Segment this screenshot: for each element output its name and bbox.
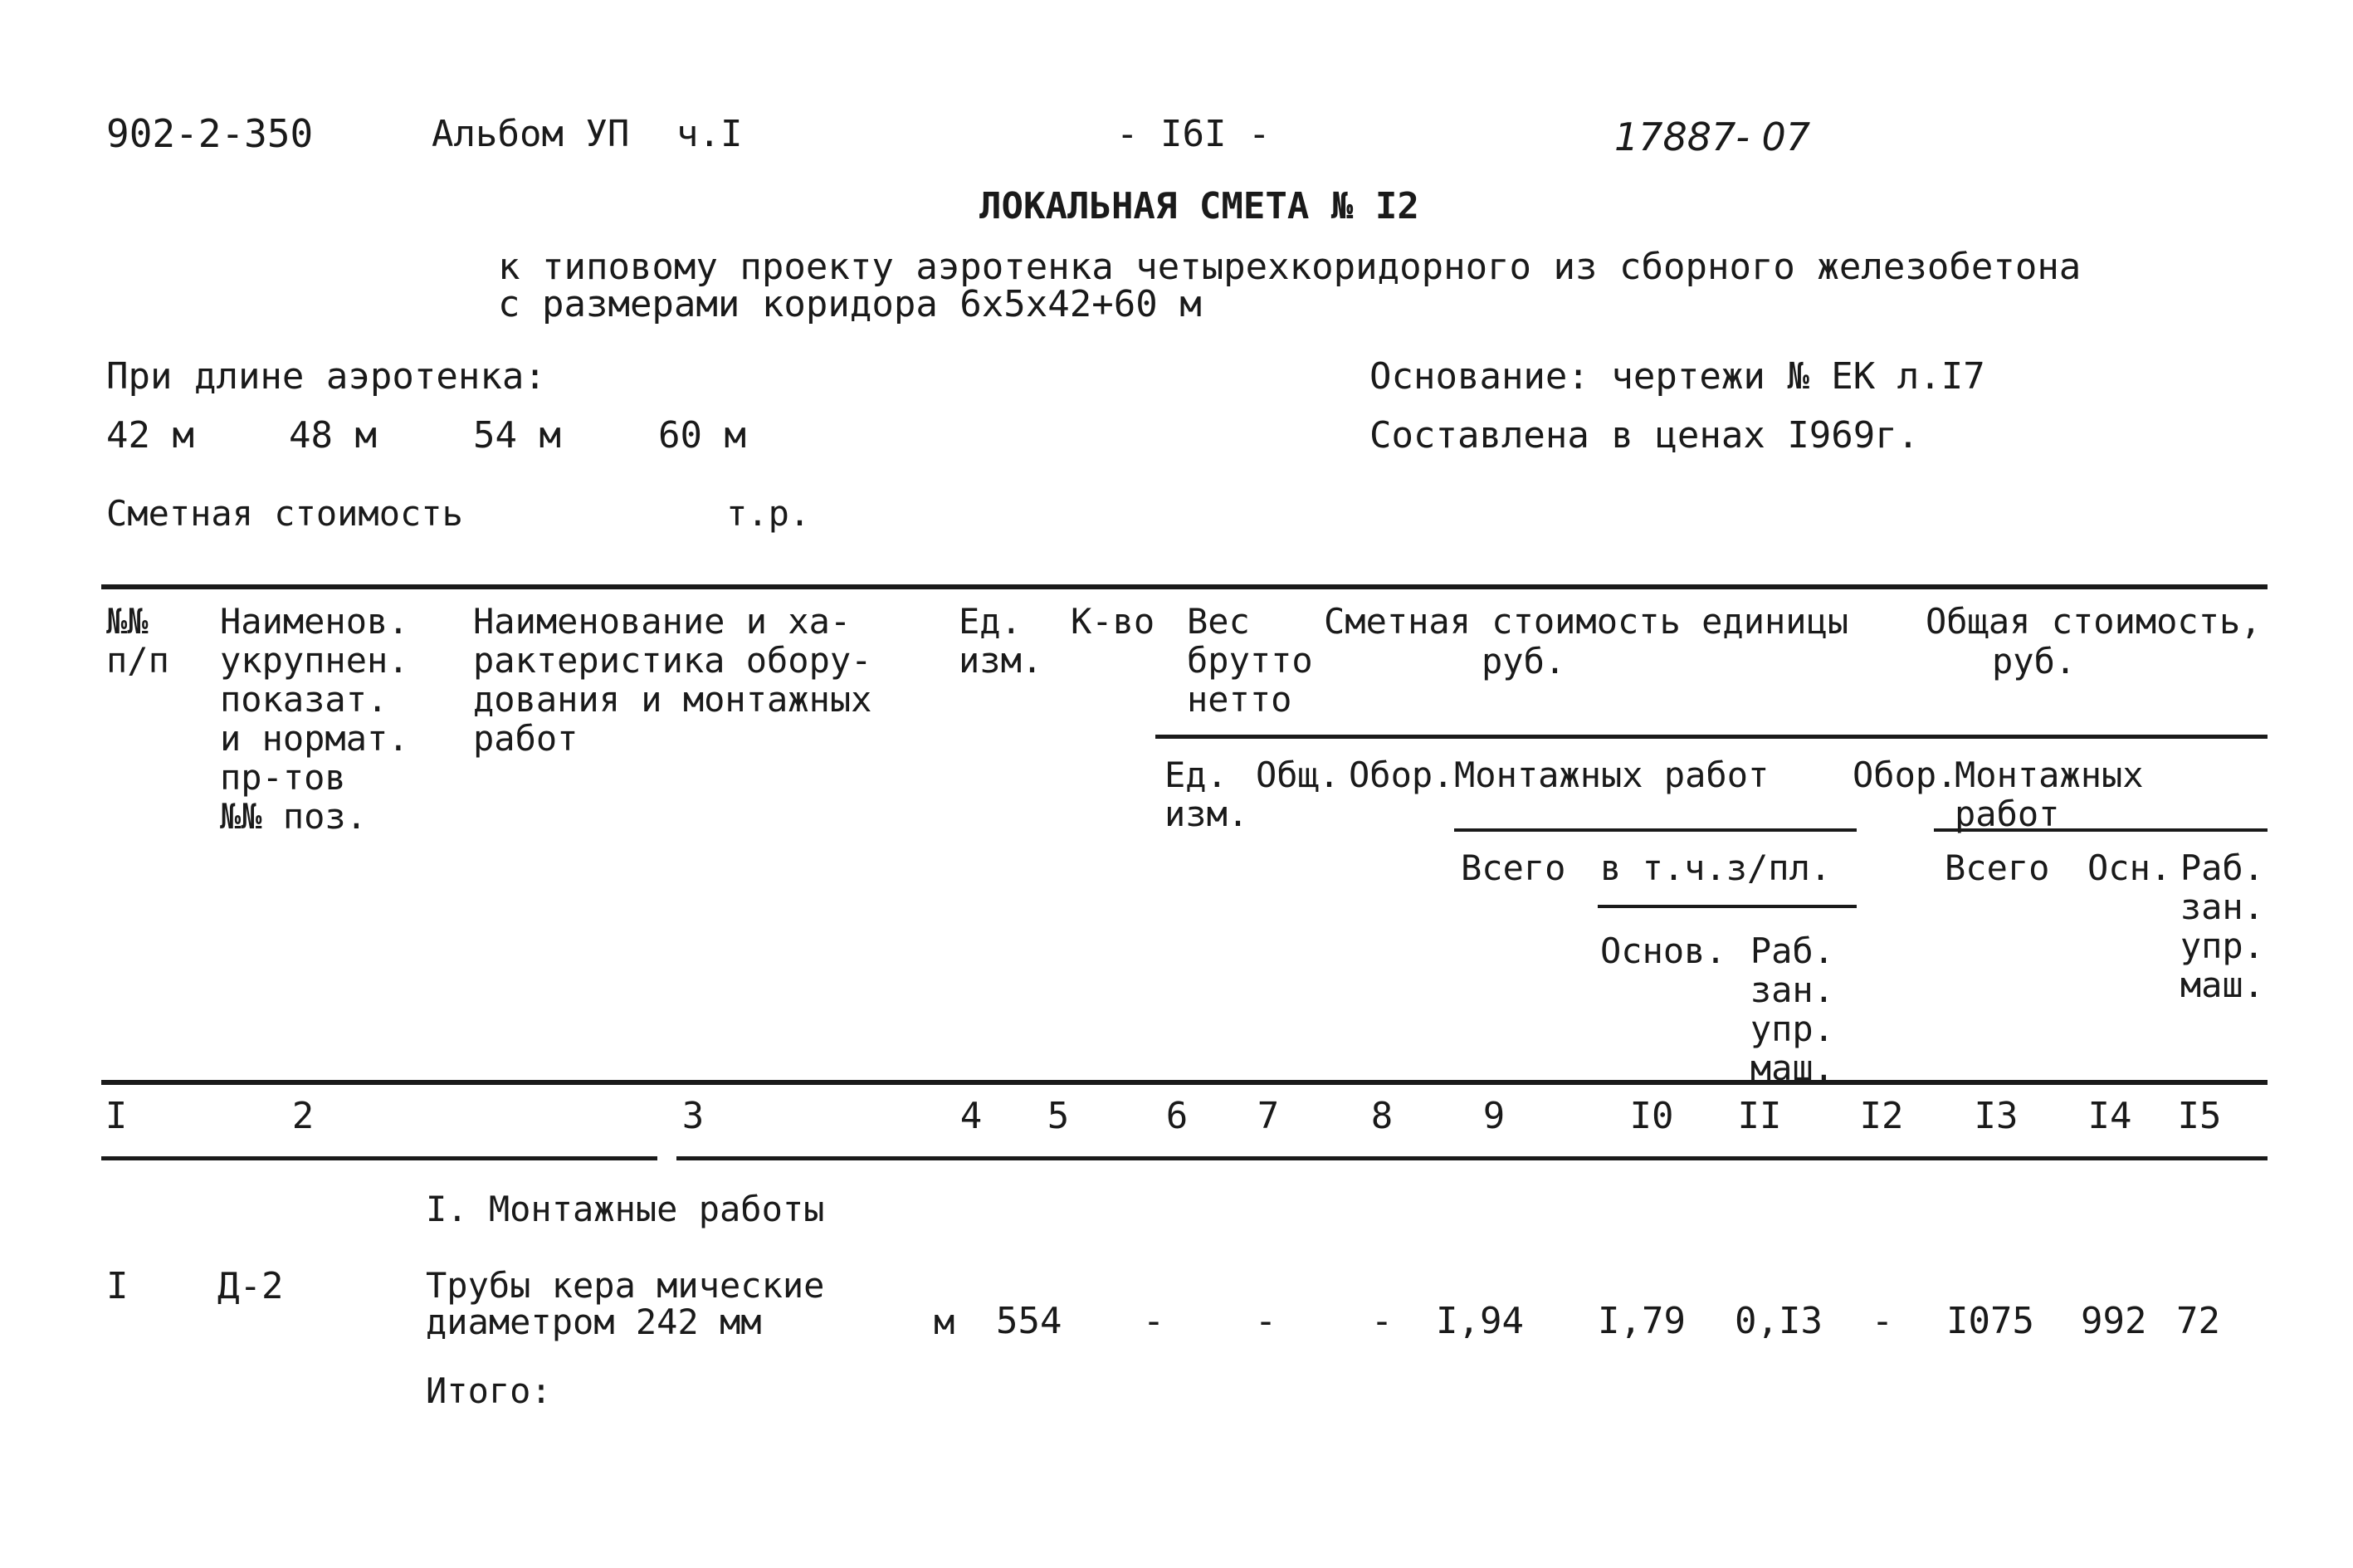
row-total-base: 992 xyxy=(2081,1300,2147,1342)
table-top-rule xyxy=(101,584,2268,589)
header-osnov: Основ. xyxy=(1600,931,1726,971)
page-number: - I6I - xyxy=(1116,113,1271,155)
row-unit-total: - xyxy=(1254,1300,1277,1342)
total-label: Итого: xyxy=(426,1370,552,1411)
col-numbers-rule-right xyxy=(676,1156,2268,1160)
header-rab2: Раб. зан. упр. маш. xyxy=(2180,848,2264,1005)
cost-unit: т.р. xyxy=(726,493,811,534)
prices-text: Составлена в ценах I969г. xyxy=(1369,414,1920,457)
col-number-15: I5 xyxy=(2177,1095,2222,1137)
header-description: Наименование и ха- рактеристика обору- дования и монтажных работ xyxy=(473,601,872,759)
header-montazh2: Монтажных работ xyxy=(1955,755,2144,834)
header-obor2: Обор. xyxy=(1853,755,1958,795)
handwritten-number: 17887- 07 xyxy=(1614,115,1811,159)
length-42: 42 м xyxy=(106,414,194,457)
header-weight: Вес брутто нетто xyxy=(1187,601,1313,720)
col-number-14: I4 xyxy=(2087,1095,2132,1137)
header-vsego2: Всего xyxy=(1945,848,2050,888)
col-number-4: 4 xyxy=(959,1095,983,1137)
row-unit: м xyxy=(934,1302,955,1342)
row-name-line1: Трубы кера мические xyxy=(426,1265,825,1306)
album-part: ч.I xyxy=(676,113,743,155)
header-rab: Раб. зан. упр. маш. xyxy=(1750,931,1834,1088)
document-code: 902-2-350 xyxy=(106,111,314,156)
section-title: I. Монтажные работы xyxy=(426,1189,825,1229)
col-number-6: 6 xyxy=(1165,1095,1189,1137)
cost-label: Сметная стоимость xyxy=(106,493,463,534)
header-norm-code: Наименов. укрупнен. показат. и нормат. пр-тов №№ поз. xyxy=(220,601,409,837)
header-rule-vtch xyxy=(1598,905,1857,908)
header-unit-cost: Сметная стоимость единицы xyxy=(1324,601,1849,642)
row-quantity: 554 xyxy=(996,1300,1062,1342)
header-bottom-rule xyxy=(101,1080,2268,1085)
row-unit-montazh-machines: 0,I3 xyxy=(1735,1300,1823,1342)
header-total-cost-rub: руб. xyxy=(1992,641,2077,681)
header-obsch: Общ. xyxy=(1256,755,1340,795)
col-number-5: 5 xyxy=(1047,1095,1070,1137)
basis-text: Основание: чертежи № ЕК л.I7 xyxy=(1369,355,1985,398)
document-subtitle-line2: с размерами коридора 6х5х42+60 м xyxy=(498,283,1202,325)
row-unit-montazh-base: I,79 xyxy=(1598,1300,1686,1342)
header-rule-unit-cost xyxy=(1155,735,2268,739)
header-unit-cost-rub: руб. xyxy=(1482,641,1566,681)
header-montazh: Монтажных работ xyxy=(1454,755,1770,795)
col-numbers-rule-left xyxy=(101,1156,657,1160)
album-label: Альбом УП xyxy=(432,113,630,155)
length-60: 60 м xyxy=(658,414,746,457)
row-total-montazh: I075 xyxy=(1946,1300,2034,1342)
header-vtch: в т.ч.з/пл. xyxy=(1600,848,1832,888)
header-unit: Ед. изм. xyxy=(959,601,1043,681)
col-number-11: II xyxy=(1737,1095,1782,1137)
document-subtitle-line1: к типовому проекту аэротенка четырехкоридорного из сборного железобетона xyxy=(498,246,2082,288)
header-rule-montazh xyxy=(1454,828,1857,832)
col-number-12: I2 xyxy=(1859,1095,1904,1137)
col-number-10: I0 xyxy=(1629,1095,1674,1137)
col-number-13: I3 xyxy=(1974,1095,2019,1137)
header-obor: Обор. xyxy=(1349,755,1454,795)
row-number: I xyxy=(106,1265,129,1307)
row-total-equipment: - xyxy=(1871,1300,1894,1342)
col-number-1: I xyxy=(105,1095,128,1137)
col-number-7: 7 xyxy=(1257,1095,1280,1137)
row-total-machines: 72 xyxy=(2176,1300,2220,1342)
row-name-line2: диаметром 242 мм xyxy=(426,1302,762,1342)
col-number-3: 3 xyxy=(681,1095,705,1137)
col-number-2: 2 xyxy=(291,1095,315,1137)
row-weight: - xyxy=(1142,1300,1165,1342)
document-title: ЛОКАЛЬНАЯ СМЕТА № I2 xyxy=(979,185,1419,227)
header-total-cost: Общая стоимость, xyxy=(1926,601,2262,642)
header-vsego: Всего xyxy=(1461,848,1566,888)
header-quantity: К-во xyxy=(1071,601,1155,642)
col-number-9: 9 xyxy=(1482,1095,1506,1137)
row-unit-montazh-total: I,94 xyxy=(1436,1300,1524,1342)
header-osn2: Осн. xyxy=(2087,848,2172,888)
length-54: 54 м xyxy=(473,414,561,457)
length-label: При длине аэротенка: xyxy=(106,355,546,398)
col-number-8: 8 xyxy=(1370,1095,1394,1137)
row-unit-equipment: - xyxy=(1370,1300,1394,1342)
header-ed-izm: Ед. изм. xyxy=(1164,755,1249,834)
header-row-number: №№ п/п xyxy=(106,601,169,681)
row-code: Д-2 xyxy=(217,1265,284,1307)
length-48: 48 м xyxy=(289,414,377,457)
